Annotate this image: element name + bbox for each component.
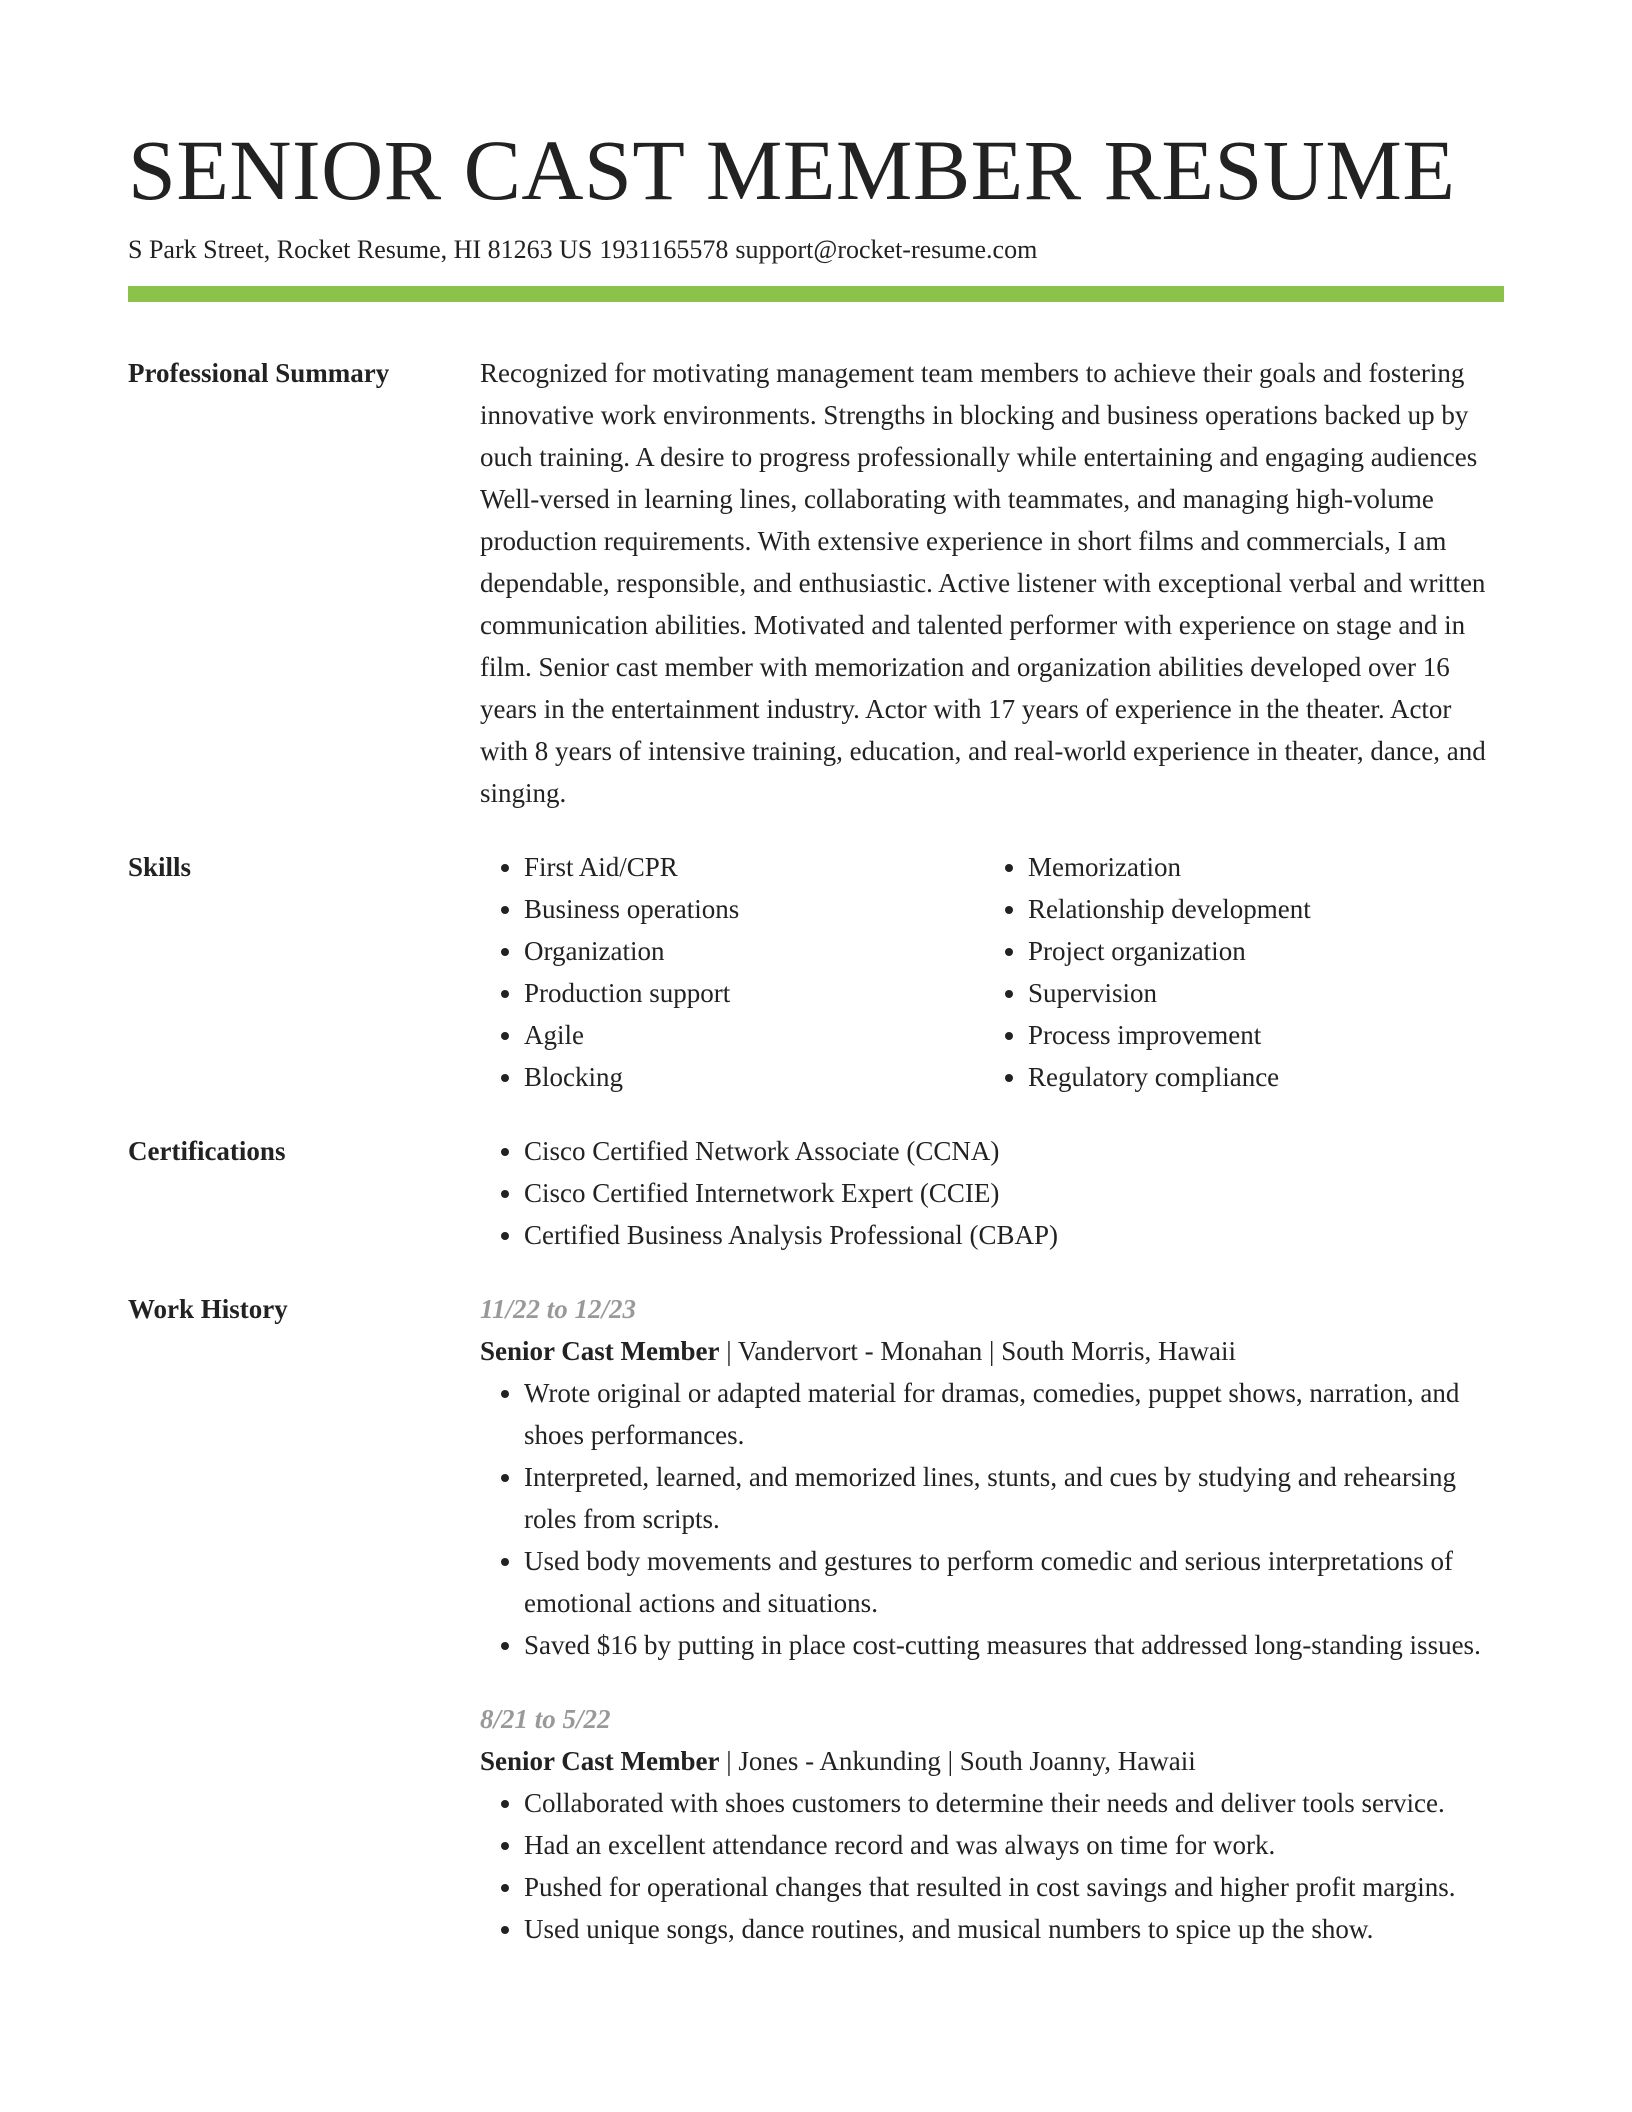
summary-label: Professional Summary <box>128 358 390 388</box>
job-bullet: • Used body movements and gestures to perform comedic and serious interpretations of emotional actions and situations. <box>524 1540 1504 1624</box>
certification-item: • Cisco Certified Network Associate (CCNA) <box>524 1130 1504 1172</box>
skill-item: • Regulatory compliance <box>1028 1056 1488 1098</box>
resume-page <box>128 120 1504 1950</box>
summary-section <box>128 352 1504 814</box>
work-history-section <box>128 1288 1504 1950</box>
job-entry <box>480 1288 1504 1666</box>
skills-column-left <box>480 846 984 1098</box>
skills-column-right <box>984 846 1488 1098</box>
accent-divider <box>128 286 1504 302</box>
contact-email: support@rocket-resume.com <box>735 235 1038 264</box>
job-heading <box>480 1330 1504 1372</box>
job-title: Senior Cast Member <box>480 1746 720 1776</box>
job-title: Senior Cast Member <box>480 1336 720 1366</box>
job-bullet: • Had an excellent attendance record and was always on time for work. <box>524 1824 1504 1866</box>
skill-item: • Agile <box>524 1014 984 1056</box>
skill-item: • Supervision <box>1028 972 1488 1014</box>
skill-item: • Organization <box>524 930 984 972</box>
skill-item: • Business operations <box>524 888 984 930</box>
job-dates: 8/21 to 5/22 <box>480 1704 611 1734</box>
summary-text: Recognized for motivating management team members to achieve their goals and fostering innovative work environments. Strengths in blocking and business operations backed up by ouch training. A desire to progress professionally while entertaining and engaging audiences Well-versed in learning lines, collaborating with teammates, and managing high-volume production requirements. With extensive experience in short films and commercials, I am dependable, responsible, and enthusiastic. Active listener with exceptional verbal and written communication abilities. Motivated and talented performer with experience on stage and in film. Senior cast member with memorization and organization abilities developed over 16 years in the entertainment industry. Actor with 17 years of experience in the theater. Actor with 8 years of intensive training, education, and real-world experience in theater, dance, and singing. <box>480 358 1486 808</box>
skill-item: • Blocking <box>524 1056 984 1098</box>
skills-label: Skills <box>128 852 192 882</box>
certification-item: • Cisco Certified Internetwork Expert (CCIE) <box>524 1172 1504 1214</box>
skill-item: • Production support <box>524 972 984 1014</box>
job-bullet: • Interpreted, learned, and memorized lines, stunts, and cues by studying and rehearsing roles from scripts. <box>524 1456 1504 1540</box>
certifications-section <box>128 1130 1504 1256</box>
job-bullet: • Pushed for operational changes that resulted in cost savings and higher profit margins. <box>524 1866 1504 1908</box>
job-bullet: • Wrote original or adapted material for dramas, comedies, puppet shows, narration, and shoes performances. <box>524 1372 1504 1456</box>
skill-item: • Memorization <box>1028 846 1488 888</box>
work-history-label: Work History <box>128 1294 288 1324</box>
resume-title: SENIOR CAST MEMBER RESUME <box>128 122 1456 218</box>
skills-section <box>128 846 1504 1098</box>
skill-item: • First Aid/CPR <box>524 846 984 888</box>
certification-item: • Certified Business Analysis Professional (CBAP) <box>524 1214 1504 1256</box>
job-entry <box>480 1698 1504 1950</box>
job-bullet: • Used unique songs, dance routines, and musical numbers to spice up the show. <box>524 1908 1504 1950</box>
skill-item: • Relationship development <box>1028 888 1488 930</box>
skill-item: • Project organization <box>1028 930 1488 972</box>
job-dates: 11/22 to 12/23 <box>480 1294 637 1324</box>
certifications-label: Certifications <box>128 1136 286 1166</box>
job-heading <box>480 1740 1504 1782</box>
contact-address: S Park Street, Rocket Resume, HI 81263 US <box>128 235 593 264</box>
job-employer-location: | Vandervort - Monahan | South Morris, Hawaii <box>719 1336 1236 1366</box>
skill-item: • Process improvement <box>1028 1014 1488 1056</box>
contact-phone: 1931165578 <box>599 235 729 264</box>
contact-line <box>128 232 1504 268</box>
job-employer-location: | Jones - Ankunding | South Joanny, Hawaii <box>719 1746 1196 1776</box>
job-bullet: • Collaborated with shoes customers to determine their needs and deliver tools service. <box>524 1782 1504 1824</box>
job-bullet: • Saved $16 by putting in place cost-cutting measures that addressed long-standing issues. <box>524 1624 1504 1666</box>
